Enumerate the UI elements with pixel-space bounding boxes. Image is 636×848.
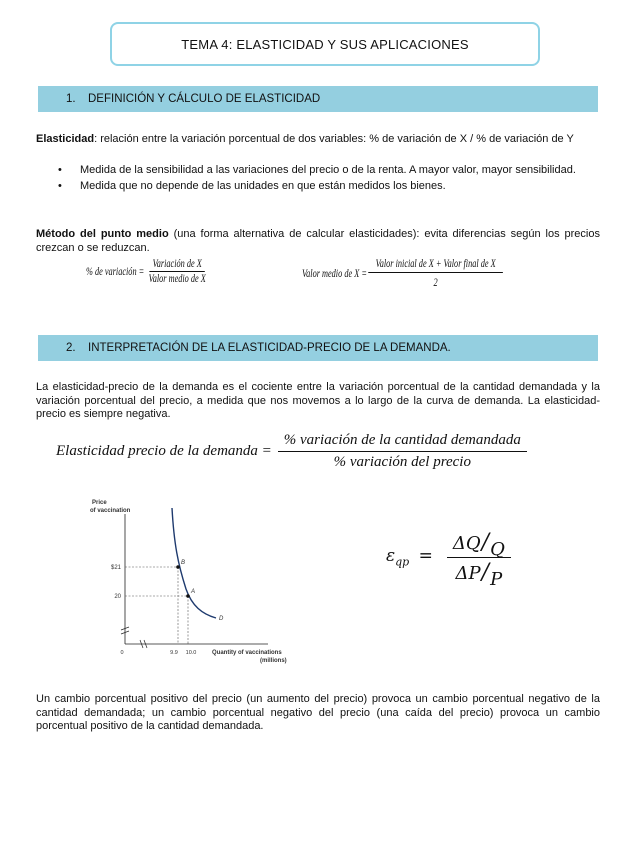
formula-lhs: Elasticidad precio de la demanda = xyxy=(56,443,272,459)
formula-numerator: % variación de la cantidad demandada xyxy=(278,432,527,452)
formula-lhs: $\varepsilon_{qp}$ = xyxy=(386,546,433,569)
point-a xyxy=(186,594,190,598)
formula-lhs: % de variación = xyxy=(86,265,145,278)
list-item: • Medida de la sensibilidad a las variaciones del precio o de la renta. A mayor valor, mayor sensibilidad. xyxy=(36,164,600,178)
interpretacion-paragraph: La elasticidad-precio de la demanda es el cociente entre la variación porcentual de la cantidad demandada y la variación porcentual del precio, a medida que nos movemos a lo largo de la curva de demanda. La elasticidad-precio es siempre negativa. xyxy=(36,381,600,420)
punto-medio-term: Método del punto medio xyxy=(36,228,169,240)
elasticidad-term: Elasticidad xyxy=(36,133,95,145)
list-item: • Medida que no depende de las unidades en que están medidos los bienes. xyxy=(36,180,600,194)
formula-numerator: ΔQ/Q xyxy=(447,528,511,558)
formula-elasticidad xyxy=(56,432,527,471)
x-tick-label: 9.9 xyxy=(170,650,178,656)
curve-label: D xyxy=(219,616,224,622)
section-number: 1. xyxy=(66,93,76,105)
formula-denominator: 2 xyxy=(433,277,438,289)
demand-curve xyxy=(172,508,216,618)
formula-denominator: % variación del precio xyxy=(333,454,471,470)
page-title: TEMA 4: ELASTICIDAD Y SUS APLICACIONES xyxy=(110,22,540,66)
punto-medio-paragraph xyxy=(36,228,600,255)
chart-ylabel: Price of vaccination xyxy=(90,500,131,514)
section-header-1 xyxy=(38,86,598,112)
formula-variacion xyxy=(86,258,209,285)
formula-numerator: Variación de X xyxy=(150,258,205,272)
x-tick-label: 0 xyxy=(120,650,124,656)
elasticidad-definition xyxy=(36,133,600,147)
punto-medio-text: (una forma alternativa de calcular elasticidades): evita diferencias según los precios crezcan o se reduzcan. xyxy=(36,228,600,254)
point-label: A xyxy=(191,589,196,595)
y-tick-label: $21 xyxy=(110,565,121,571)
formula-lhs: Valor medio de X = xyxy=(302,267,367,280)
conclusion-paragraph: Un cambio porcentual positivo del precio (un aumento del precio) provoca un cambio porcentual negativo de la cantidad demandada; un cambio porcentual negativo del precio (una caída del precio) provoca un cambio porcentual positivo de la cantidad demandada. xyxy=(36,693,600,732)
demand-chart xyxy=(78,494,298,674)
formula-numerator: Valor inicial de X + Valor final de X xyxy=(368,258,503,273)
formula-denominator: ΔP/P xyxy=(455,560,503,590)
x-axis-title: Quantity of vaccinations (millions) xyxy=(212,650,287,664)
y-tick-label: 20 xyxy=(114,594,121,600)
section-title: INTERPRETACIÓN DE LA ELASTICIDAD-PRECIO DE LA DEMANDA. xyxy=(88,342,451,354)
x-tick-label: 10.0 xyxy=(185,650,197,656)
elasticidad-text: : relación entre la variación porcentual de dos variables: % de variación de X / % de variación de Y xyxy=(94,133,574,145)
elasticidad-bullets xyxy=(36,164,600,195)
formula-valor-medio xyxy=(302,258,503,289)
point-b xyxy=(176,565,180,569)
section-header-2 xyxy=(38,335,598,361)
formula-denominator: Valor medio de X xyxy=(148,273,206,285)
formula-eqp xyxy=(386,528,511,590)
section-number: 2. xyxy=(66,342,76,354)
point-label: B xyxy=(181,560,186,566)
section-title: DEFINICIÓN Y CÁLCULO DE ELASTICIDAD xyxy=(88,93,321,105)
